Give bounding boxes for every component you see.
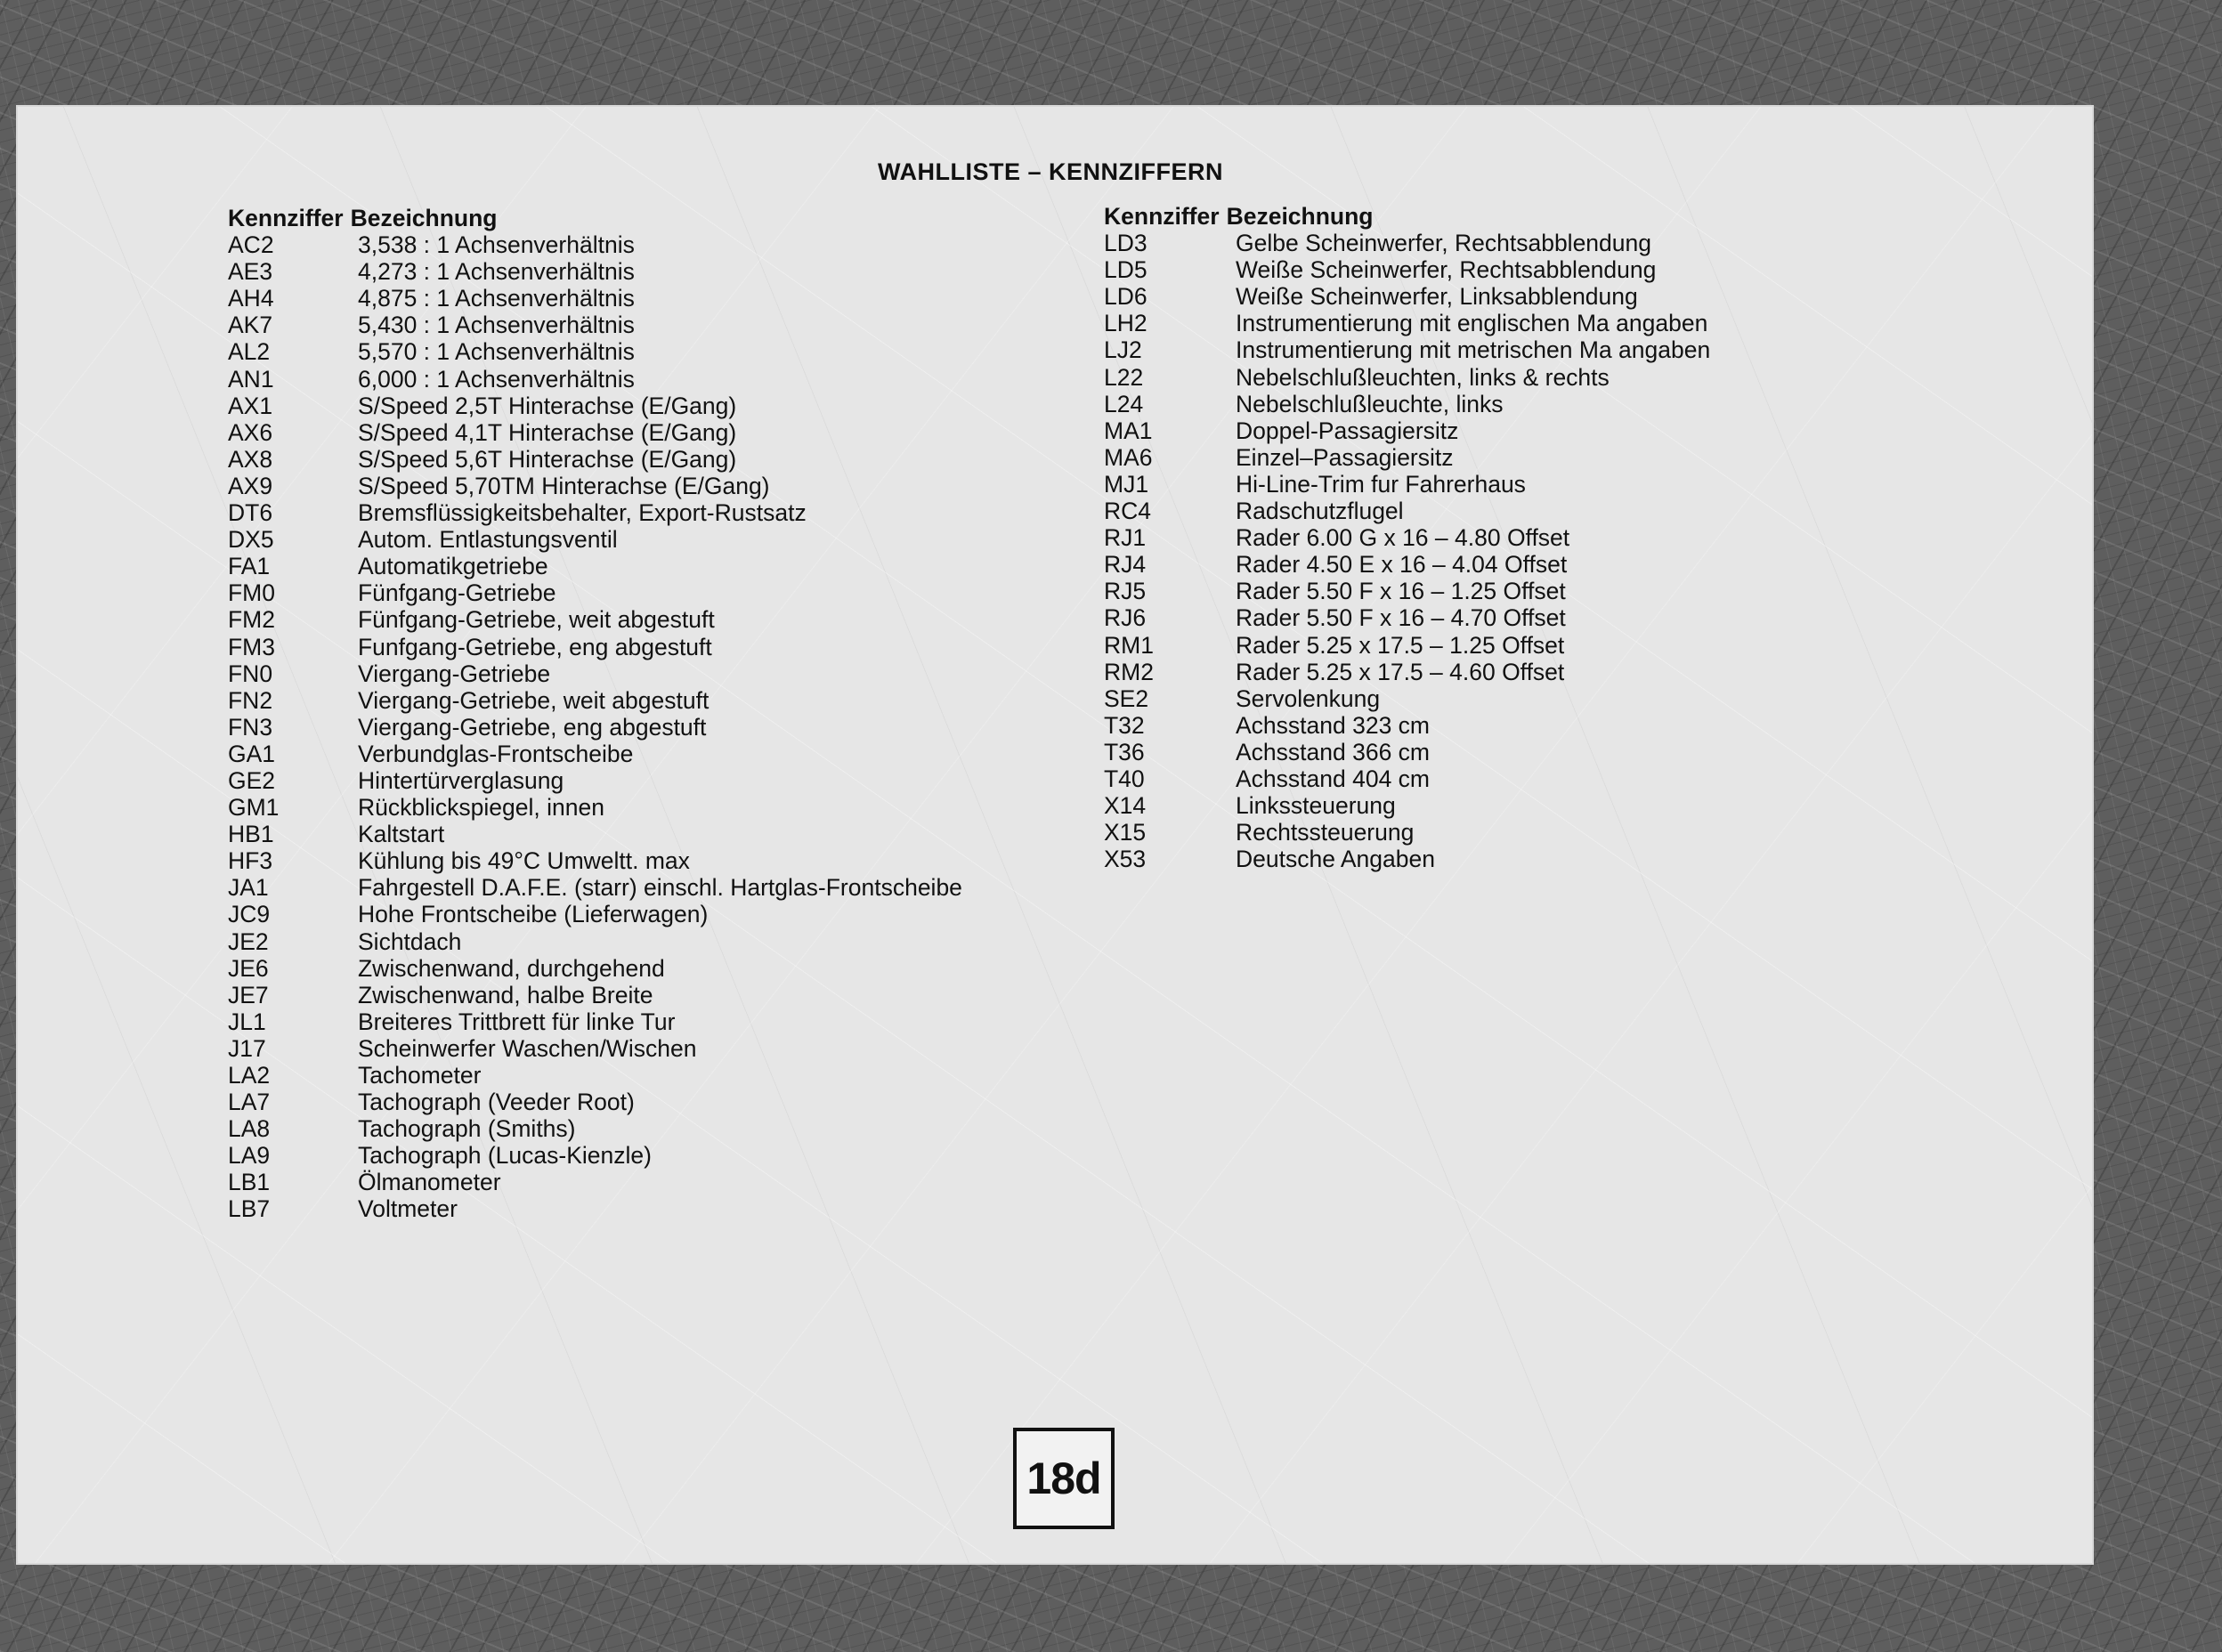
list-row: [228, 821, 962, 847]
list-row: [228, 874, 962, 901]
list-row: [1104, 417, 1710, 444]
list-row: [228, 634, 962, 660]
option-description: Achsstand 366 cm: [1236, 738, 1431, 765]
list-row: [228, 473, 962, 499]
list-row: [1104, 739, 1710, 765]
option-description: Servolenkung: [1236, 684, 1381, 712]
option-description: Rechtssteuerung: [1236, 819, 1415, 846]
list-row: [228, 1115, 962, 1142]
label-column-header: Bezeichnung: [350, 205, 498, 231]
option-description: Sichtdach: [358, 927, 462, 955]
option-code: LH2: [1104, 310, 1147, 337]
option-description: Rader 5.50 F x 16 – 1.25 Offset: [1236, 578, 1566, 605]
list-row: [1104, 632, 1710, 659]
option-description: Zwischenwand, halbe Breite: [358, 981, 653, 1008]
option-description: Radschutzflugel: [1236, 498, 1404, 525]
option-description: Automatikgetriebe: [358, 553, 548, 580]
option-description: Viergang-Getriebe: [358, 660, 551, 687]
option-description: 4,875 : 1 Achsenverhältnis: [358, 285, 635, 312]
code-column-header: Kennziffer: [1104, 203, 1220, 230]
list-row: [228, 446, 962, 473]
option-description: Tachograph (Lucas-Kienzle): [358, 1142, 652, 1170]
list-row: [228, 767, 962, 794]
list-row: [1104, 310, 1710, 336]
option-description: Rader 5.25 x 17.5 – 4.60 Offset: [1236, 658, 1565, 685]
option-description: Doppel-Passagiersitz: [1236, 417, 1459, 444]
list-row: [228, 982, 962, 1008]
option-code: FM0: [228, 579, 275, 607]
option-code: LA8: [228, 1115, 271, 1143]
option-code: DX5: [228, 526, 274, 554]
list-row: [228, 499, 962, 526]
option-description: Rader 6.00 G x 16 – 4.80 Offset: [1236, 524, 1570, 552]
option-code: AL2: [228, 338, 271, 366]
option-description: Ölmanometer: [358, 1169, 501, 1196]
option-code: AX1: [228, 392, 273, 419]
list-row: [1104, 712, 1710, 739]
page-title: WAHLLISTE – KENNZIFFERN: [878, 158, 1223, 185]
option-description: Gelbe Scheinwerfer, Rechtsabblendung: [1236, 230, 1651, 257]
option-description: Tachometer: [358, 1062, 482, 1089]
option-code: GA1: [228, 740, 276, 767]
option-code: FN3: [228, 713, 273, 741]
option-code: RM2: [1104, 658, 1154, 685]
list-row: [228, 579, 962, 606]
option-code: AK7: [228, 312, 273, 339]
list-row: [228, 955, 962, 982]
list-row: [1104, 551, 1710, 578]
list-row: [228, 419, 962, 446]
list-row: [228, 338, 962, 365]
option-code: JE2: [228, 927, 269, 955]
option-description: 5,430 : 1 Achsenverhältnis: [358, 312, 635, 339]
list-row: [228, 741, 962, 767]
list-row: [1104, 283, 1710, 310]
option-description: Rückblickspiegel, innen: [358, 794, 604, 822]
option-description: Tachograph (Smiths): [358, 1115, 576, 1143]
option-code: LD3: [1104, 230, 1147, 257]
option-description: Fahrgestell D.A.F.E. (starr) einschl. Hartglas-Frontscheibe: [358, 874, 962, 902]
option-description: Weiße Scheinwerfer, Linksabblendung: [1236, 283, 1638, 311]
list-row: [228, 1035, 962, 1062]
list-row: [228, 794, 962, 821]
option-description: Verbundglas-Frontscheibe: [358, 740, 634, 767]
option-description: Autom. Entlastungsventil: [358, 526, 618, 554]
option-code: X14: [1104, 792, 1147, 820]
option-code: LA7: [228, 1089, 271, 1116]
option-description: Einzel–Passagiersitz: [1236, 443, 1454, 471]
list-row: [1104, 685, 1710, 712]
list-row: [1104, 471, 1710, 498]
option-code: AC2: [228, 231, 274, 259]
list-row: [228, 366, 962, 393]
option-description: S/Speed 5,6T Hinterachse (E/Gang): [358, 445, 737, 473]
option-code: MJ1: [1104, 470, 1149, 498]
list-row: [1104, 578, 1710, 604]
list-row: [1104, 364, 1710, 391]
page-number-badge: 18d: [1013, 1428, 1115, 1529]
option-code: FM3: [228, 633, 275, 660]
option-description: Hintertürverglasung: [358, 766, 564, 794]
option-description: Viergang-Getriebe, eng abgestuft: [358, 713, 707, 741]
option-code: JC9: [228, 901, 271, 928]
option-description: Fünfgang-Getriebe, weit abgestuft: [358, 606, 715, 634]
option-description: Instrumentierung mit metrischen Ma angaben: [1236, 336, 1711, 364]
option-code: FM2: [228, 606, 275, 634]
option-code: HB1: [228, 821, 274, 848]
option-description: Rader 5.50 F x 16 – 4.70 Offset: [1236, 604, 1566, 632]
list-row: [1104, 819, 1710, 846]
list-row: [1104, 765, 1710, 792]
option-code: AH4: [228, 285, 274, 312]
option-description: Achsstand 323 cm: [1236, 711, 1431, 739]
list-row: [228, 312, 962, 338]
option-description: Bremsflüssigkeitsbehalter, Export-Rustsatz: [358, 499, 807, 527]
list-row: [228, 687, 962, 714]
right-column-header: [1104, 203, 1710, 230]
option-description: Kaltstart: [358, 821, 445, 848]
option-description: Fünfgang-Getriebe: [358, 579, 556, 607]
list-row: [1104, 846, 1710, 872]
option-description: Breiteres Trittbrett für linke Tur: [358, 1008, 676, 1035]
option-code: T40: [1104, 765, 1145, 792]
option-description: Hi-Line-Trim fur Fahrerhaus: [1236, 470, 1526, 498]
option-code: GM1: [228, 794, 280, 822]
list-row: [1104, 230, 1710, 256]
option-description: S/Speed 4,1T Hinterachse (E/Gang): [358, 418, 737, 446]
option-code: MA1: [1104, 417, 1153, 444]
option-code: DT6: [228, 499, 273, 527]
list-row: [228, 1089, 962, 1115]
list-row: [228, 1195, 962, 1222]
option-code: MA6: [1104, 443, 1153, 471]
list-row: [228, 660, 962, 687]
list-row: [1104, 336, 1710, 363]
option-code: LD6: [1104, 283, 1147, 311]
option-description: Nebelschlußleuchte, links: [1236, 390, 1504, 417]
option-code: LJ2: [1104, 336, 1142, 364]
option-code: RJ6: [1104, 604, 1147, 632]
option-code: RJ5: [1104, 578, 1147, 605]
option-code: L22: [1104, 363, 1144, 391]
option-description: Kühlung bis 49°C Umweltt. max: [358, 847, 690, 875]
option-code: LB7: [228, 1195, 271, 1223]
option-description: Voltmeter: [358, 1195, 458, 1223]
option-code: GE2: [228, 766, 276, 794]
option-code: JA1: [228, 874, 269, 902]
option-code: FN0: [228, 660, 273, 687]
option-code: RJ1: [1104, 524, 1147, 552]
option-code: SE2: [1104, 684, 1149, 712]
option-code: RM1: [1104, 631, 1154, 659]
left-column: [228, 205, 962, 1223]
list-row: [228, 847, 962, 874]
list-row: [228, 606, 962, 633]
option-code: LD5: [1104, 256, 1147, 284]
option-description: S/Speed 2,5T Hinterachse (E/Gang): [358, 392, 737, 419]
option-description: 5,570 : 1 Achsenverhältnis: [358, 338, 635, 366]
list-row: [1104, 256, 1710, 283]
option-description: Rader 5.25 x 17.5 – 1.25 Offset: [1236, 631, 1565, 659]
option-description: Rader 4.50 E x 16 – 4.04 Offset: [1236, 551, 1568, 579]
list-row: [1104, 604, 1710, 631]
option-description: Weiße Scheinwerfer, Rechtsabblendung: [1236, 256, 1657, 284]
list-row: [1104, 524, 1710, 551]
option-description: 6,000 : 1 Achsenverhältnis: [358, 365, 635, 393]
right-column: [1104, 203, 1710, 872]
list-row: [228, 1142, 962, 1169]
list-row: [1104, 444, 1710, 471]
list-row: [228, 1169, 962, 1195]
list-row: [228, 526, 962, 553]
list-row: [1104, 792, 1710, 819]
option-code: T36: [1104, 738, 1145, 765]
list-row: [1104, 391, 1710, 417]
option-code: HF3: [228, 847, 273, 875]
option-description: Tachograph (Veeder Root): [358, 1089, 635, 1116]
option-description: Hohe Frontscheibe (Lieferwagen): [358, 901, 709, 928]
option-description: Nebelschlußleuchten, links & rechts: [1236, 363, 1610, 391]
option-code: L24: [1104, 390, 1144, 417]
option-code: RC4: [1104, 498, 1152, 525]
list-row: [1104, 659, 1710, 685]
option-description: Linkssteuerung: [1236, 792, 1396, 820]
option-description: Instrumentierung mit englischen Ma angaben: [1236, 310, 1708, 337]
option-code: LA9: [228, 1142, 271, 1170]
option-code: FN2: [228, 686, 273, 714]
option-description: Viergang-Getriebe, weit abgestuft: [358, 686, 710, 714]
option-code: JL1: [228, 1008, 266, 1035]
list-row: [228, 714, 962, 741]
option-code: T32: [1104, 711, 1145, 739]
option-code: JE6: [228, 954, 269, 982]
option-code: AX9: [228, 472, 273, 499]
list-row: [228, 1062, 962, 1089]
option-code: X15: [1104, 819, 1147, 846]
label-column-header: Bezeichnung: [1226, 203, 1374, 230]
option-description: 3,538 : 1 Achsenverhältnis: [358, 231, 635, 259]
option-code: AX8: [228, 445, 273, 473]
list-row: [228, 1008, 962, 1035]
list-row: [228, 928, 962, 955]
code-column-header: Kennziffer: [228, 205, 344, 231]
option-code: JE7: [228, 981, 269, 1008]
option-description: Achsstand 404 cm: [1236, 765, 1431, 792]
option-code: RJ4: [1104, 551, 1147, 579]
list-row: [228, 258, 962, 285]
left-column-header: [228, 205, 962, 231]
option-code: AX6: [228, 418, 273, 446]
option-description: Zwischenwand, durchgehend: [358, 954, 665, 982]
list-row: [228, 393, 962, 419]
option-description: S/Speed 5,70TM Hinterachse (E/Gang): [358, 472, 770, 499]
list-row: [1104, 498, 1710, 524]
option-code: LB1: [228, 1169, 271, 1196]
option-description: Scheinwerfer Waschen/Wischen: [358, 1034, 697, 1062]
option-description: 4,273 : 1 Achsenverhältnis: [358, 258, 635, 286]
option-description: Deutsche Angaben: [1236, 846, 1435, 873]
option-code: AN1: [228, 365, 274, 393]
option-code: J17: [228, 1034, 266, 1062]
option-code: FA1: [228, 553, 271, 580]
option-code: AE3: [228, 258, 273, 286]
option-code: LA2: [228, 1062, 271, 1089]
list-row: [228, 285, 962, 312]
option-code: X53: [1104, 846, 1147, 873]
list-row: [228, 231, 962, 258]
option-description: Funfgang-Getriebe, eng abgestuft: [358, 633, 712, 660]
list-row: [228, 553, 962, 579]
list-row: [228, 901, 962, 927]
